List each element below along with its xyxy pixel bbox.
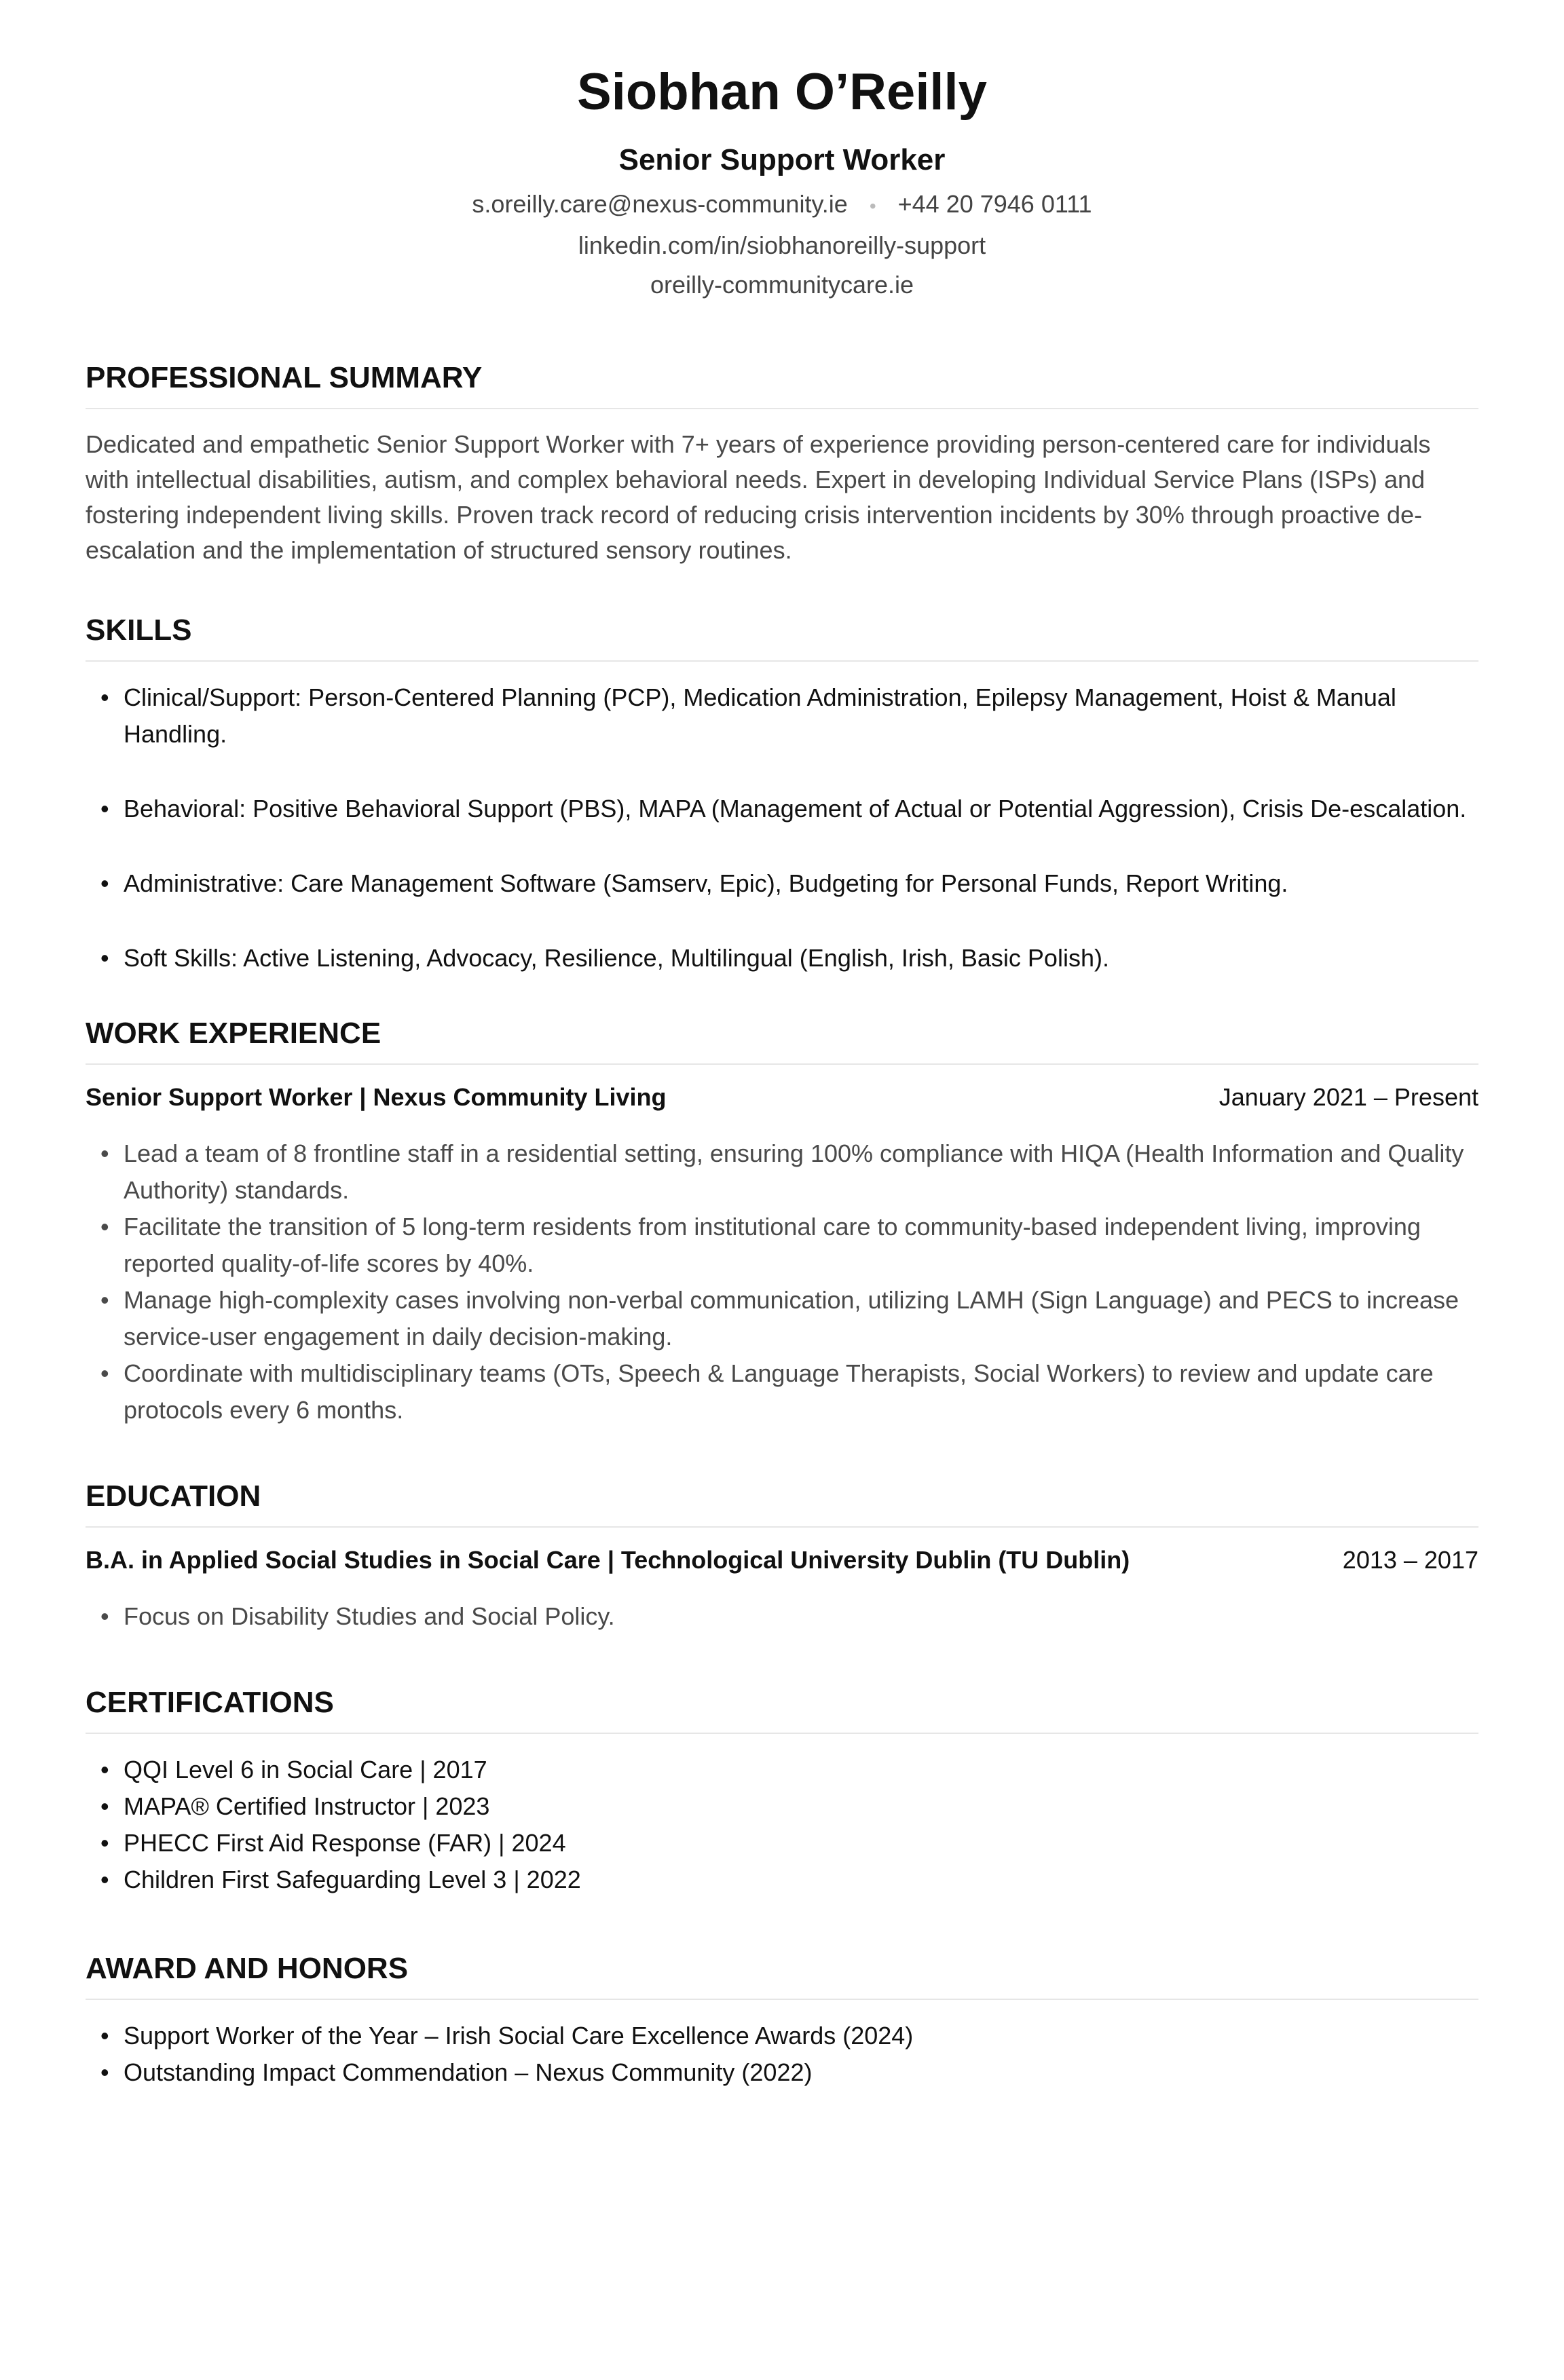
education-section	[86, 1476, 1478, 1635]
education-item	[86, 1598, 1478, 1635]
contact-line-1	[86, 185, 1478, 226]
award-item	[86, 2018, 1478, 2054]
certification-text: MAPA® Certified Instructor | 2023	[124, 1792, 490, 1820]
certification-item	[86, 1752, 1478, 1788]
experience-text: Lead a team of 8 frontline staff in a residential setting, ensuring 100% compliance with HIQA (Health Information and Quality Authority) standards.	[124, 1139, 1464, 1204]
summary-text: Dedicated and empathetic Senior Support Worker with 7+ years of experience providing person-centered care for individuals with intellectual disabilities, autism, and complex behavioral needs. Expert in developing Individual Service Plans (ISPs) and fostering independent living skills. Proven track record of reducing crisis intervention incidents by 30% through proactive de-escalation and the implementation of structured sensory routines.	[86, 430, 1431, 564]
certification-item	[86, 1862, 1478, 1898]
skill-item	[86, 679, 1478, 753]
phone-number[interactable]: +44 20 7946 0111	[897, 190, 1092, 218]
summary-heading: PROFESSIONAL SUMMARY	[86, 358, 1478, 409]
job-title: Senior Support Worker | Nexus Community Living	[86, 1083, 667, 1111]
skill-item	[86, 940, 1478, 977]
education-heading: EDUCATION	[86, 1476, 1478, 1528]
skill-text: Soft Skills: Active Listening, Advocacy, Resilience, Multilingual (English, Irish, Basic Polish).	[124, 944, 1109, 972]
experience-bullets	[86, 1135, 1478, 1429]
skill-text: Administrative: Care Management Software (Samserv, Epic), Budgeting for Personal Funds, Report Writing.	[124, 869, 1288, 897]
contact-info	[86, 185, 1478, 305]
linkedin-link[interactable]: linkedin.com/in/siobhanoreilly-support	[578, 231, 986, 259]
education-bullets	[86, 1598, 1478, 1635]
award-text: Support Worker of the Year – Irish Social Care Excellence Awards (2024)	[124, 2022, 914, 2050]
awards-list	[86, 2018, 1478, 2091]
experience-text: Facilitate the transition of 5 long-term residents from institutional care to community-based independent living, improving reported quality-of-life scores by 40%.	[124, 1213, 1421, 1277]
job-header	[86, 1080, 1478, 1115]
bullet-icon: •	[100, 1792, 109, 1820]
certification-item	[86, 1788, 1478, 1825]
bullet-icon: •	[100, 944, 109, 972]
degree-date: 2013 – 2017	[1342, 1546, 1478, 1574]
certifications-heading: CERTIFICATIONS	[86, 1682, 1478, 1734]
bullet-icon: •	[100, 1602, 109, 1630]
skills-section	[86, 610, 1478, 977]
awards-section	[86, 1948, 1478, 2091]
degree-header	[86, 1543, 1478, 1578]
skill-item	[86, 865, 1478, 902]
experience-item	[86, 1135, 1478, 1209]
skills-list	[86, 679, 1478, 977]
experience-section	[86, 1013, 1478, 1429]
bullet-icon: •	[100, 2058, 109, 2086]
website-link[interactable]: oreilly-communitycare.ie	[650, 271, 914, 299]
job-date: January 2021 – Present	[1218, 1083, 1478, 1111]
bullet-icon: •	[100, 1866, 109, 1893]
experience-heading: WORK EXPERIENCE	[86, 1013, 1478, 1065]
email-link[interactable]: s.oreilly.care@nexus-community.ie	[472, 190, 848, 218]
award-text: Outstanding Impact Commendation – Nexus Community (2022)	[124, 2058, 813, 2086]
skill-text: Behavioral: Positive Behavioral Support (PBS), MAPA (Management of Actual or Potential Aggression), Crisis De-escalation.	[124, 795, 1467, 823]
awards-heading: AWARD AND HONORS	[86, 1948, 1478, 2000]
summary-section	[86, 358, 1478, 568]
candidate-role: Senior Support Worker	[618, 143, 946, 176]
resume-header	[86, 0, 1478, 305]
skill-item	[86, 791, 1478, 827]
certification-text: QQI Level 6 in Social Care | 2017	[124, 1756, 487, 1783]
bullet-icon: •	[100, 1756, 109, 1783]
experience-item	[86, 1282, 1478, 1355]
experience-item	[86, 1209, 1478, 1282]
contact-separator: •	[869, 195, 876, 216]
certifications-section	[86, 1682, 1478, 1898]
award-item	[86, 2054, 1478, 2091]
education-text: Focus on Disability Studies and Social Policy.	[124, 1602, 615, 1630]
experience-text: Manage high-complexity cases involving non-verbal communication, utilizing LAMH (Sign Language) and PECS to increase service-user engagement in daily decision-making.	[124, 1286, 1459, 1350]
skill-text: Clinical/Support: Person-Centered Planning (PCP), Medication Administration, Epilepsy Management, Hoist & Manual Handling.	[124, 683, 1396, 748]
experience-text: Coordinate with multidisciplinary teams (OTs, Speech & Language Therapists, Social Workers) to review and update care protocols every 6 months.	[124, 1359, 1434, 1424]
degree-title: B.A. in Applied Social Studies in Social Care | Technological University Dublin (TU Dublin)	[86, 1546, 1130, 1574]
certifications-list	[86, 1752, 1478, 1898]
certification-text: PHECC First Aid Response (FAR) | 2024	[124, 1829, 566, 1857]
bullet-icon: •	[100, 869, 109, 897]
bullet-icon: •	[100, 683, 109, 711]
bullet-icon: •	[100, 1286, 109, 1314]
certification-text: Children First Safeguarding Level 3 | 2022	[124, 1866, 581, 1893]
bullet-icon: •	[100, 1213, 109, 1241]
candidate-name: Siobhan O’Reilly	[577, 63, 987, 121]
certification-item	[86, 1825, 1478, 1862]
bullet-icon: •	[100, 795, 109, 823]
bullet-icon: •	[100, 1139, 109, 1167]
experience-item	[86, 1355, 1478, 1429]
skills-heading: SKILLS	[86, 610, 1478, 662]
bullet-icon: •	[100, 2022, 109, 2050]
bullet-icon: •	[100, 1359, 109, 1387]
bullet-icon: •	[100, 1829, 109, 1857]
